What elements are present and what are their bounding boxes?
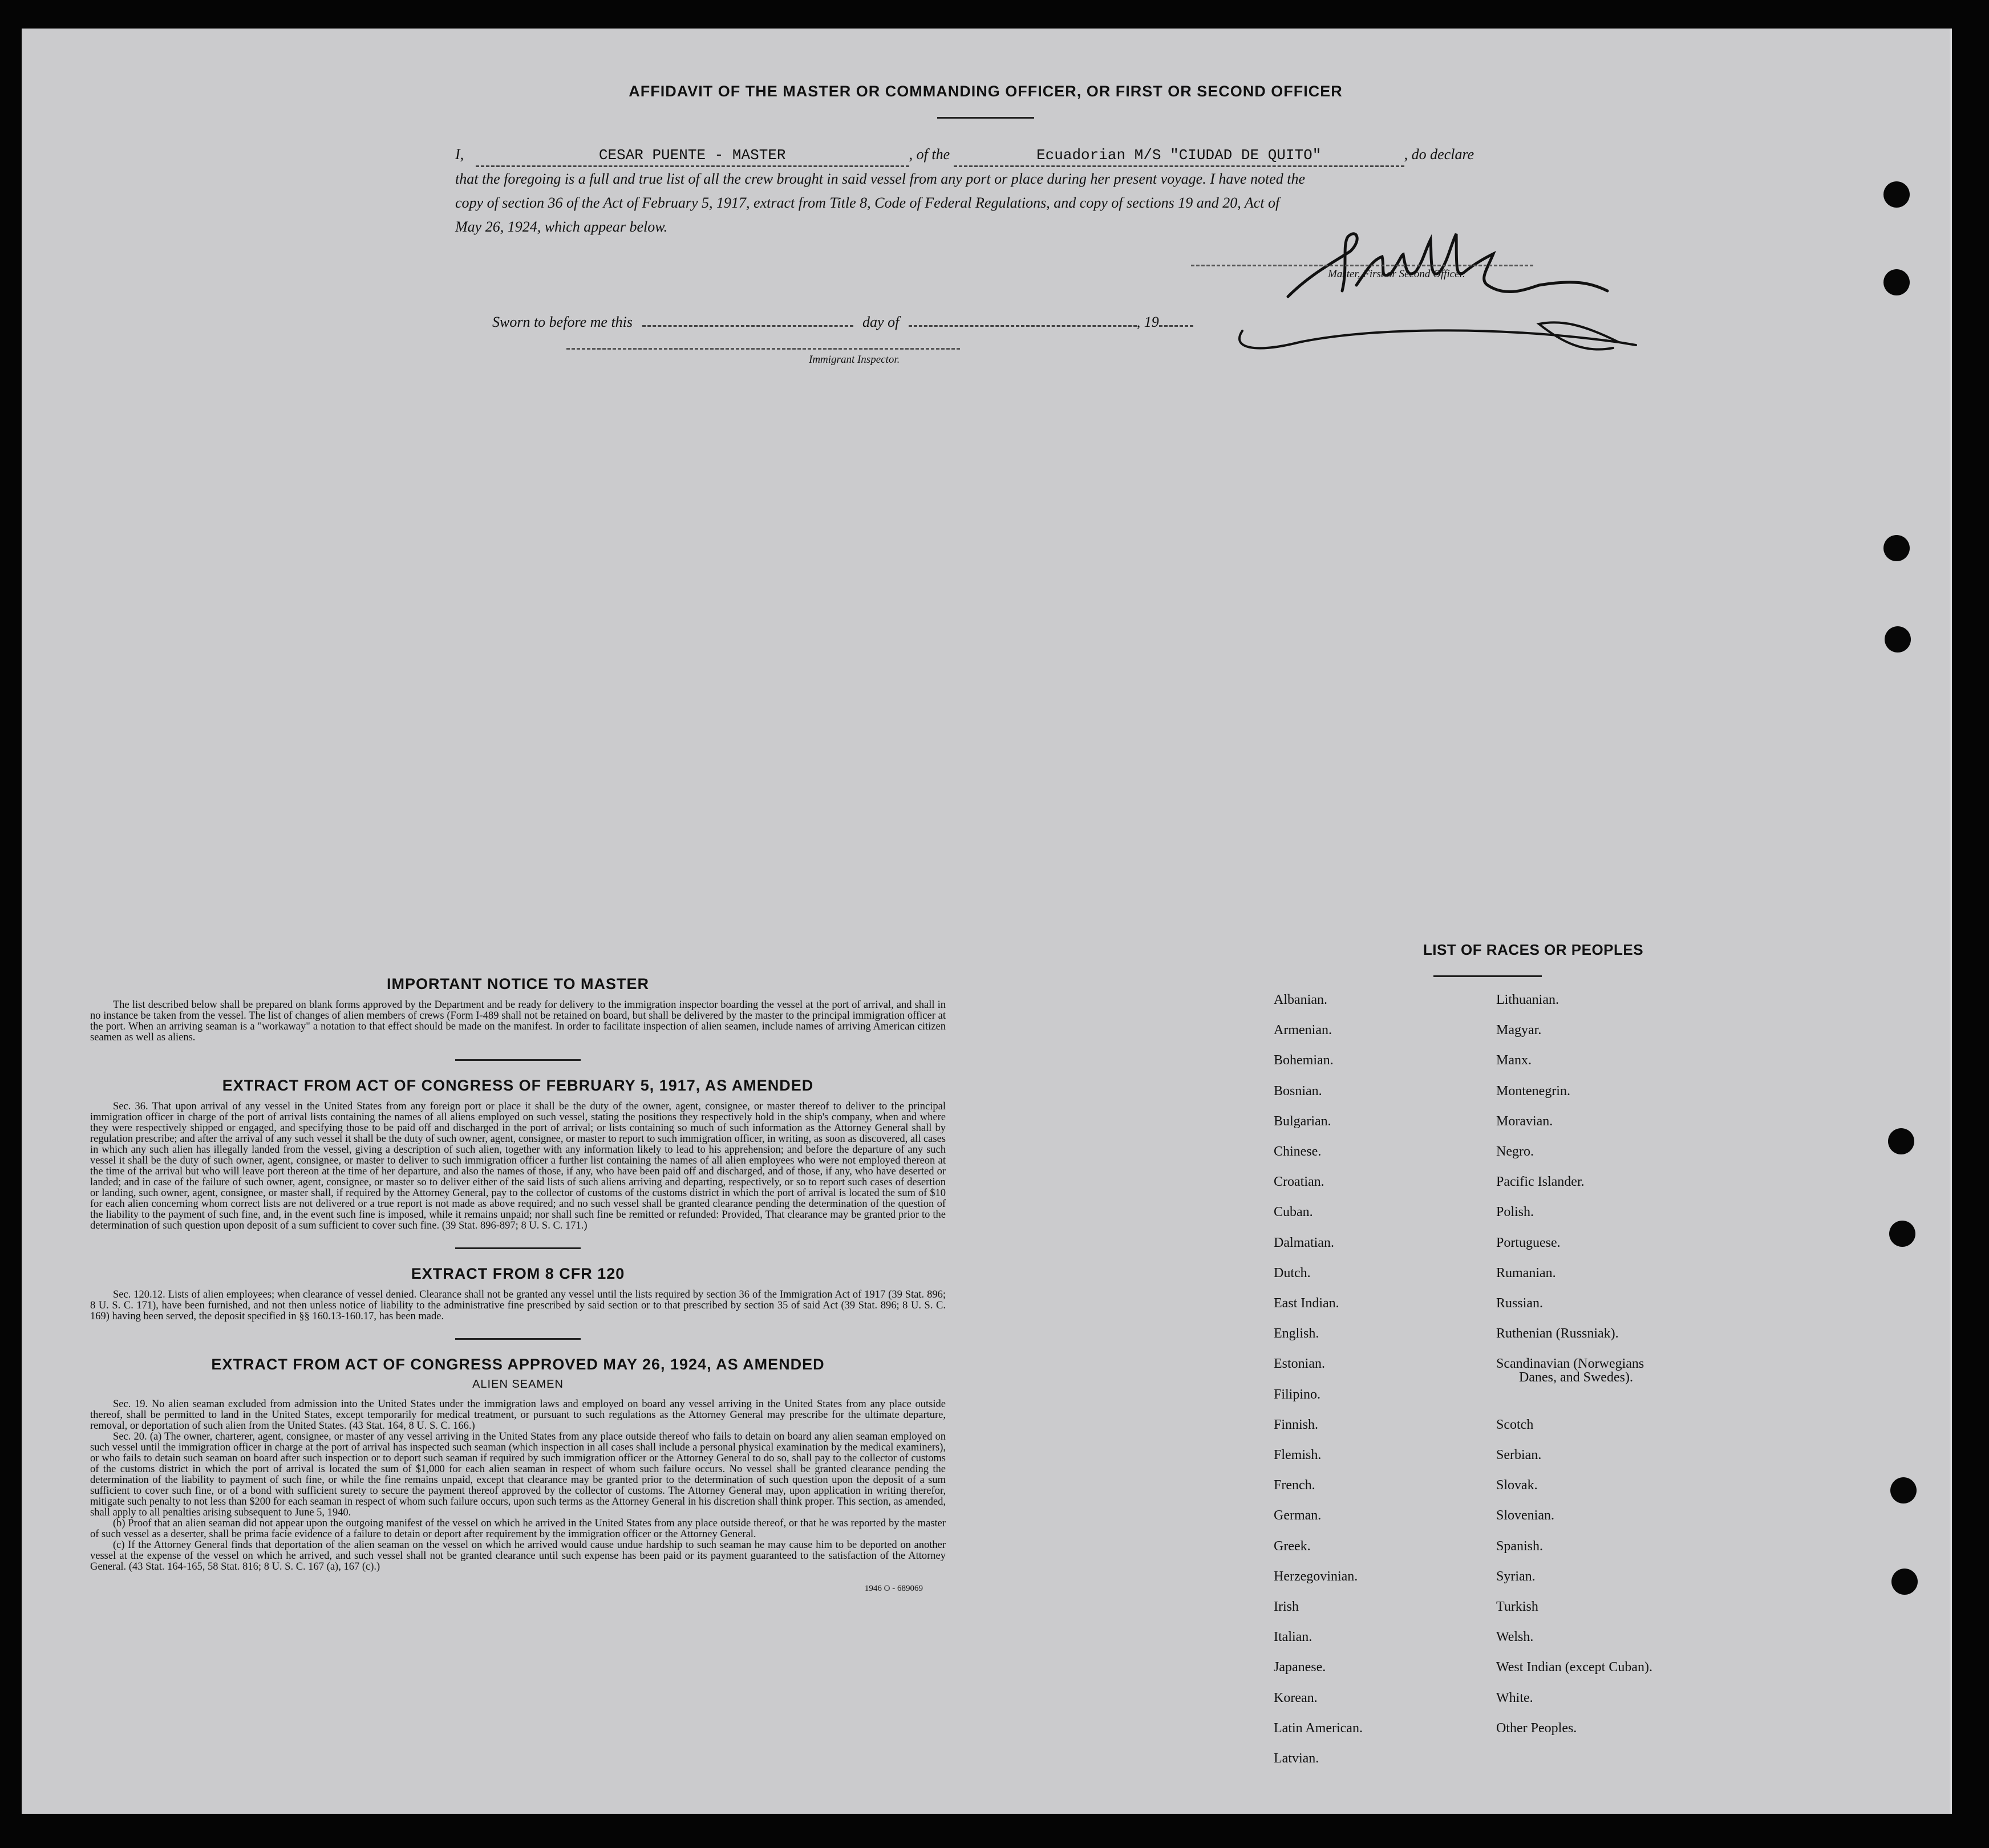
extract-1924-sec20c: (c) If the Attorney General finds that deportation of the alien seaman on the vessel on which he arrived would cause undue hardship to such seaman he may cause him to be deported on another vessel at the expense of the vessel on which he arrived, and such vessel shall not be granted clearance until such expense has been paid or its payment guaranteed to the satisfaction of the Attorney General. (43 Stat. 164-165, 58 Stat. 816; 8 U. S. C. 167 (a), 167 (c).) (90, 1539, 946, 1573)
inspector-line (566, 348, 960, 350)
day-of-label: day of (862, 314, 900, 330)
race-item: French. (1274, 1478, 1315, 1493)
binder-hole (1883, 269, 1910, 295)
race-item: Greek. (1274, 1538, 1311, 1554)
inspector-caption: Immigrant Inspector. (809, 354, 900, 366)
race-item: Italian. (1274, 1630, 1313, 1645)
sworn-year-field (1159, 325, 1193, 327)
race-item: Chinese. (1274, 1144, 1322, 1159)
binder-hole (1889, 1221, 1915, 1247)
race-item: Lithuanian. (1496, 992, 1559, 1007)
affidavit-line-1 (455, 143, 1630, 167)
race-item: Filipino. (1274, 1387, 1321, 1402)
race-item: Portuguese. (1496, 1235, 1561, 1250)
race-item: Bohemian. (1274, 1053, 1334, 1068)
binder-hole (1891, 1569, 1918, 1595)
affidavit-title: AFFIDAVIT OF THE MASTER OR COMMANDING OFFICER, OR FIRST OR SECOND OFFICER (629, 83, 1343, 100)
race-item: Moravian. (1496, 1113, 1553, 1129)
sworn-line (492, 314, 1193, 331)
affidavit-line-4: May 26, 1924, which appear below. (455, 218, 668, 235)
sworn-label: Sworn to before me this (492, 314, 633, 330)
race-item: Finnish. (1274, 1417, 1319, 1432)
race-item: Irish (1274, 1599, 1299, 1614)
race-item: Other Peoples. (1496, 1720, 1577, 1736)
signature-line (1191, 265, 1533, 266)
extract-cfr-body: Sec. 120.12. Lists of alien employees; when clearance of vessel denied. Clearance shall not be granted any vessel until the lists required by section 36 of the Immigration Act of 1917 (39 Stat. 896; 8 U. S. C. 171), have been furnished, and not then unless notice of liability to the administrative fine prescribed by said section or to that prescribed by section 35 of said Act (39 Stat. 896; 8 U. S. C. 169) having been served, the deposit specified in §§ 160.13-160.17, has been made. (90, 1289, 946, 1322)
race-item: Slovak. (1496, 1478, 1538, 1493)
race-item: Negro. (1496, 1144, 1534, 1159)
extract-1924-sec19: Sec. 19. No alien seaman excluded from admission into the United States under the immigration laws and employed on board any vessel arriving in the United States from any place outside thereof, shall be permitted to land in the United States, except temporarily for medical treatment, or pursuant to such regulations as the Attorney General may prescribe for the ultimate departure, removal, or deportation of such alien from the United States. (43 Stat. 164, 8 U. S. C. 166.) (90, 1399, 946, 1432)
notice-title: IMPORTANT NOTICE TO MASTER (387, 975, 649, 992)
race-item: Cuban. (1274, 1205, 1313, 1220)
race-item: Bulgarian. (1274, 1113, 1331, 1129)
notice-body: The list described below shall be prepared on blank forms approved by the Department and be ready for delivery to the immigration inspector boarding the vessel at the port of arrival, and shall in no instance be taken from the vessel. The list of changes of alien members of crews (Form I-489 shall not be retained on board, but shall be delivered by the master to the principal immigration officer at the port. When an arriving seaman is a "workaway" a notation to that effect should be made on the manifest. In order to facilitate inspection of alien seamen, include names of arriving American citizen seamen as well as aliens. (90, 999, 946, 1043)
race-item: Scotch (1496, 1417, 1534, 1432)
extract-1924-subtitle: ALIEN SEAMEN (472, 1378, 564, 1391)
race-item: German. (1274, 1508, 1322, 1523)
race-item: Latin American. (1274, 1720, 1363, 1736)
sworn-month-field (909, 325, 1137, 327)
binder-hole (1890, 1477, 1917, 1503)
race-item: Estonian. (1274, 1356, 1325, 1372)
race-item: Armenian. (1274, 1023, 1332, 1038)
binder-hole (1885, 626, 1911, 653)
race-item: East Indian. (1274, 1296, 1339, 1311)
of-the-label: , of the (909, 146, 950, 163)
race-item: West Indian (except Cuban). (1496, 1660, 1652, 1675)
race-item: Russian. (1496, 1296, 1544, 1311)
race-item: Welsh. (1496, 1630, 1534, 1645)
race-item: Herzegovinian. (1274, 1569, 1358, 1584)
binder-hole (1883, 181, 1910, 208)
print-code: 1946 O - 689069 (864, 1584, 923, 1593)
extract-1924-title: EXTRACT FROM ACT OF CONGRESS APPROVED MAY 26, 1924, AS AMENDED (211, 1356, 825, 1373)
race-item: Pacific Islander. (1496, 1174, 1585, 1190)
i-label: I, (455, 146, 464, 163)
races-title: LIST OF RACES OR PEOPLES (1423, 941, 1644, 958)
race-item: Magyar. (1496, 1023, 1542, 1038)
signature-caption: Master, First or Second Officer. (1328, 268, 1465, 280)
race-item: Syrian. (1496, 1569, 1536, 1584)
affidavit-line-2: that the foregoing is a full and true list of all the crew brought in said vessel from any port or place during her present voyage. I have noted the (455, 171, 1305, 187)
race-item: Albanian. (1274, 992, 1327, 1007)
race-item: Serbian. (1496, 1448, 1542, 1462)
master-signature (1220, 205, 1653, 371)
vessel-field: Ecuadorian M/S "CIUDAD DE QUITO" (954, 145, 1404, 167)
binder-hole (1888, 1128, 1914, 1154)
race-item: Manx. (1496, 1053, 1532, 1068)
race-item: Polish. (1496, 1205, 1534, 1220)
extract-cfr-title: EXTRACT FROM 8 CFR 120 (411, 1265, 625, 1282)
race-item: Turkish (1496, 1599, 1538, 1614)
divider-2 (455, 1247, 581, 1249)
binder-hole (1883, 535, 1910, 561)
race-item-continuation: Danes, and Swedes). (1519, 1370, 1633, 1385)
divider-3 (455, 1338, 581, 1340)
do-declare-label: , do declare (1404, 146, 1474, 163)
race-item: English. (1274, 1326, 1319, 1342)
race-item: Ruthenian (Russniak). (1496, 1326, 1619, 1342)
extract-1917-title: EXTRACT FROM ACT OF CONGRESS OF FEBRUARY 5, 1917, AS AMENDED (222, 1077, 814, 1094)
race-item: Montenegrin. (1496, 1083, 1570, 1099)
race-item: Croatian. (1274, 1174, 1324, 1190)
races-divider (1433, 975, 1542, 977)
race-item: Latvian. (1274, 1751, 1319, 1766)
extract-1917-body: Sec. 36. That upon arrival of any vessel in the United States from any foreign port or place it shall be the duty of the owner, agent, consignee, or master thereof to deliver to the principal immigration officer in charge of the port of arrival lists containing the names of all aliens employed on such vessel, stating the positions they respectively hold in the ship's company, when and where they were respectively shipped or engaged, and specifying those to be paid off and discharged in the port of arrival; or lists containing so much of such information as the Attorney General shall by regulation prescribe; and after the arrival of any such vessel it shall be the duty of such owner, agent, consignee, or master to report to such immigration officer, in writing, as soon as discovered, all cases in which any such alien has illegally landed from the vessel, giving a description of such alien, together with any information likely to lead to his apprehension; and before the departure of any such vessel it shall be the duty of such owner, agent, consignee, or master to deliver to such immigration officer a further list containing the names of all alien employees who were not employed thereon at the time of the arrival but who will leave port thereon at the time of her departure, and also the names of those, if any, who have been paid off and discharged, and of those, if any, who have deserted or landed; and in case of the failure of such owner, agent, consignee, or master so to deliver either of the said lists of such aliens arriving and departing, respectively, or so to report such cases of desertion or landing, such owner, agent, consignee, or master shall, if required by the Attorney General, pay to the collector of customs of the customs district in which the port of arrival is located the sum of $10 for each alien concerning whom correct lists are not delivered or a true report is not made as above required; and no such vessel shall be granted clearance pending the determination of the question of the liability to the payment of such fine, and, in the event such fine is imposed, while it remains unpaid; nor shall such fine be remitted or refunded: Provided, That clearance may be granted prior to the determination of such question upon deposit of a sum sufficient to cover such fine. (39 Stat. 896-897; 8 U. S. C. 171.) (90, 1101, 946, 1231)
legal-column (90, 975, 946, 1594)
document-page (22, 29, 1952, 1814)
race-item: Japanese. (1274, 1660, 1326, 1675)
race-item: Rumanian. (1496, 1265, 1556, 1280)
race-item: Flemish. (1274, 1448, 1322, 1462)
race-item: Spanish. (1496, 1538, 1544, 1554)
sworn-day-field (642, 325, 853, 327)
extract-1924-sec20a: Sec. 20. (a) The owner, charterer, agent, consignee, or master of any vessel arriving in the United States from any place outside thereof who fails to detain on board any alien seaman employed on such vessel until the immigration officer in charge at the port of arrival has inspected such seaman (which inspection in all cases shall include a personal physical examination by the medical examiners), or who fails to detain such seaman on board after such inspection or to deport such seaman if required by such immigration officer or the Attorney General to do so, shall pay to the collector of customs of the customs district in which the port of arrival is located the sum of $1,000 for each alien seaman in respect of whom such failure occurs. No vessel shall be granted clearance pending the determination of the liability to payment of such fine, or while the fine remains unpaid, except that clearance may be granted prior to the determination of such question upon the deposit of a sum sufficient to cover such fine, or of a bond with sufficient surety to secure the payment thereof approved by the collector of customs. The Attorney General may, upon application in writing therefor, mitigate such penalty to not less than $200 for each seaman in respect of whom such failure occurs, upon such terms as the Attorney General in his discretion shall think proper. This section, as amended, shall apply to all penalties arising subsequent to June 5, 1940. (90, 1431, 946, 1518)
extract-1924-sec20b: (b) Proof that an alien seaman did not appear upon the outgoing manifest of the vessel on which he arrived in the United States from any place outside thereof, or that he was reported by the master of such vessel as a deserter, shall be prima facie evidence of a failure to detain or deport after requirement by the immigration officer or the Attorney General. (90, 1518, 946, 1540)
race-item: White. (1496, 1690, 1533, 1705)
affidavit-line-3: copy of section 36 of the Act of February 5, 1917, extract from Title 8, Code of Federal Regulations, and copy of sections 19 and 20, Act of (455, 194, 1280, 211)
race-item: Dalmatian. (1274, 1235, 1334, 1250)
divider-1 (455, 1059, 581, 1061)
year-prefix: , 19 (1136, 314, 1159, 330)
race-item: Slovenian. (1496, 1508, 1554, 1523)
race-item: Scandinavian (Norwegians (1496, 1356, 1644, 1372)
race-item: Korean. (1274, 1690, 1318, 1705)
race-item: Dutch. (1274, 1265, 1311, 1280)
race-item: Bosnian. (1274, 1083, 1322, 1099)
title-divider (937, 117, 1034, 119)
master-name-field: CESAR PUENTE - MASTER (476, 145, 909, 167)
